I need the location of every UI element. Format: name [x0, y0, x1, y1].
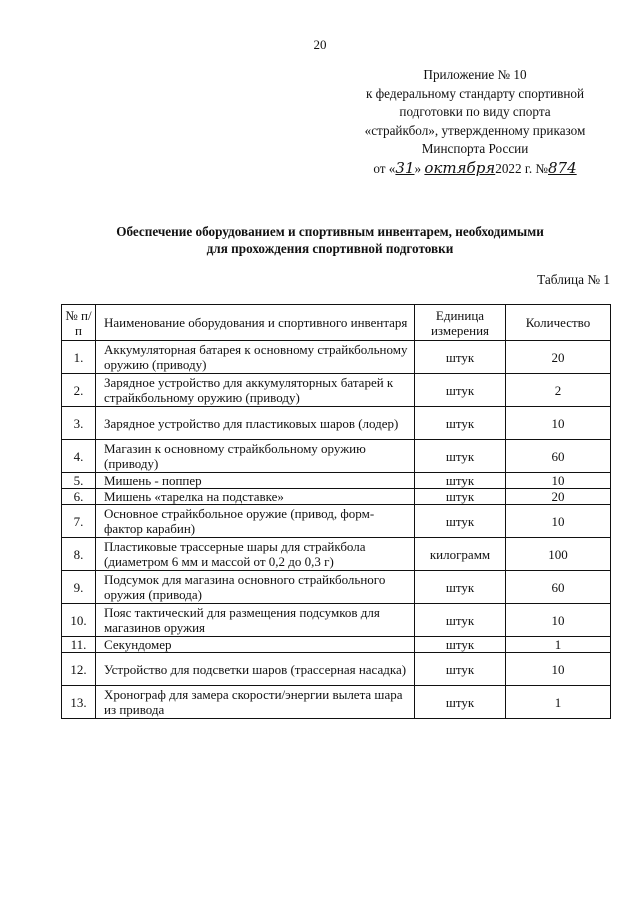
heading-line-1: Обеспечение оборудованием и спортивным инвентарем, необходимыми	[116, 224, 544, 239]
table-row	[62, 374, 611, 407]
row-number: 4.	[62, 440, 96, 473]
item-unit: килограмм	[415, 538, 506, 571]
row-number: 5.	[62, 473, 96, 489]
equipment-table	[61, 304, 611, 719]
item-name: Секундомер	[96, 637, 415, 653]
table-row	[62, 489, 611, 505]
table-row	[62, 440, 611, 473]
table-row	[62, 505, 611, 538]
item-unit: штук	[415, 473, 506, 489]
item-name: Хронограф для замера скорости/энергии вылета шара из привода	[96, 686, 415, 719]
row-number: 3.	[62, 407, 96, 440]
table-row	[62, 473, 611, 489]
annex-line-3: подготовки по виду спорта	[399, 104, 551, 119]
item-unit: штук	[415, 571, 506, 604]
item-unit: штук	[415, 341, 506, 374]
item-quantity: 1	[506, 637, 611, 653]
table-row	[62, 604, 611, 637]
order-number-handwritten: 874	[548, 158, 577, 177]
header-number: № п/п	[62, 305, 96, 341]
item-unit: штук	[415, 653, 506, 686]
item-name: Пояс тактический для размещения подсумков для магазинов оружия	[96, 604, 415, 637]
annex-date-line	[330, 159, 620, 179]
item-unit: штук	[415, 505, 506, 538]
row-number: 2.	[62, 374, 96, 407]
date-prefix: от «	[373, 160, 396, 176]
row-number: 12.	[62, 653, 96, 686]
item-name: Мишень - поппер	[96, 473, 415, 489]
page-number: 20	[313, 37, 327, 52]
row-number: 1.	[62, 341, 96, 374]
row-number: 7.	[62, 505, 96, 538]
document-heading	[40, 223, 620, 257]
header-quantity: Количество	[506, 305, 611, 341]
heading-line-2: для прохождения спортивной подготовки	[206, 241, 454, 256]
table-label: Таблица № 1	[537, 272, 610, 287]
item-quantity: 10	[506, 473, 611, 489]
row-number: 13.	[62, 686, 96, 719]
item-name: Зарядное устройство для аккумуляторных батарей к страйкбольному оружию (приводу)	[96, 374, 415, 407]
annex-line-5: Минспорта России	[421, 141, 529, 156]
annex-block	[330, 66, 620, 178]
annex-line-4: «страйкбол», утвержденному приказом	[364, 122, 586, 138]
date-day-handwritten: 31	[395, 158, 415, 177]
item-quantity: 10	[506, 604, 611, 637]
row-number: 10.	[62, 604, 96, 637]
item-name: Магазин к основному страйкбольному оружию (приводу)	[96, 440, 415, 473]
item-quantity: 10	[506, 407, 611, 440]
item-quantity: 2	[506, 374, 611, 407]
date-mid: »	[414, 160, 422, 176]
item-quantity: 60	[506, 571, 611, 604]
item-name: Подсумок для магазина основного страйкбольного оружия (привода)	[96, 571, 415, 604]
item-unit: штук	[415, 489, 506, 505]
table-row	[62, 538, 611, 571]
annex-line-1: Приложение № 10	[423, 67, 527, 82]
table-row	[62, 407, 611, 440]
header-unit: Единица измерения	[415, 305, 506, 341]
item-quantity: 20	[506, 341, 611, 374]
annex-line-2: к федеральному стандарту спортивной	[365, 85, 585, 101]
header-name: Наименование оборудования и спортивного инвентаря	[96, 305, 415, 341]
item-unit: штук	[415, 407, 506, 440]
item-quantity: 10	[506, 653, 611, 686]
table-row	[62, 571, 611, 604]
item-name: Зарядное устройство для пластиковых шаров (лодер)	[96, 407, 415, 440]
item-quantity: 1	[506, 686, 611, 719]
item-name: Основное страйкбольное оружие (привод, форм-фактор карабин)	[96, 505, 415, 538]
item-quantity: 20	[506, 489, 611, 505]
row-number: 6.	[62, 489, 96, 505]
table-row	[62, 637, 611, 653]
item-name: Устройство для подсветки шаров (трассерная насадка)	[96, 653, 415, 686]
item-quantity: 60	[506, 440, 611, 473]
table-row	[62, 653, 611, 686]
item-unit: штук	[415, 604, 506, 637]
item-name: Пластиковые трассерные шары для страйкбола (диаметром 6 мм и массой от 0,2 до 0,3 г)	[96, 538, 415, 571]
row-number: 8.	[62, 538, 96, 571]
row-number: 11.	[62, 637, 96, 653]
table-row	[62, 686, 611, 719]
item-quantity: 100	[506, 538, 611, 571]
table-row	[62, 341, 611, 374]
item-name: Мишень «тарелка на подставке»	[96, 489, 415, 505]
item-unit: штук	[415, 374, 506, 407]
date-month-handwritten: октября	[424, 158, 496, 177]
item-unit: штук	[415, 686, 506, 719]
row-number: 9.	[62, 571, 96, 604]
table-body	[62, 341, 611, 719]
date-year: 2022 г. №	[495, 160, 549, 176]
table-header-row	[62, 305, 611, 341]
item-unit: штук	[415, 440, 506, 473]
item-name: Аккумуляторная батарея к основному страйкбольному оружию (приводу)	[96, 341, 415, 374]
item-unit: штук	[415, 637, 506, 653]
item-quantity: 10	[506, 505, 611, 538]
